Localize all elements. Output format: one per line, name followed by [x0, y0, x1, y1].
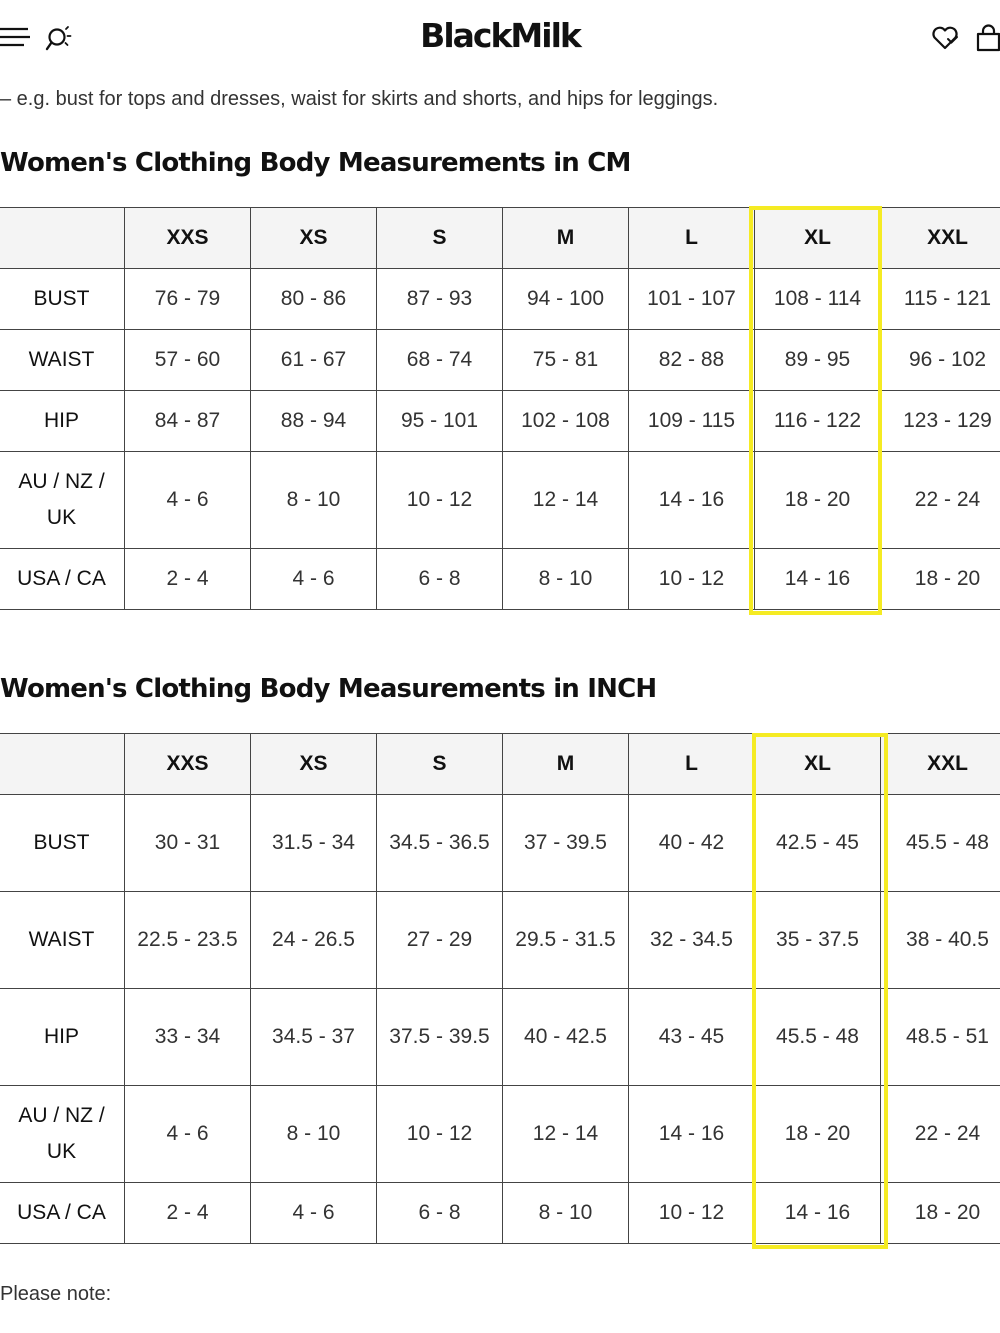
- row-label: USA / CA: [0, 1183, 125, 1244]
- measurement-cell: 45.5 - 48: [755, 989, 881, 1086]
- size-header: M: [503, 734, 629, 795]
- measurement-cell: 94 - 100: [503, 269, 629, 330]
- measurement-cell: 84 - 87: [125, 391, 251, 452]
- site-header: [0, 0, 1000, 78]
- size-header: XS: [251, 208, 377, 269]
- measurement-cell: 6 - 8: [377, 549, 503, 610]
- measurement-cell: 89 - 95: [755, 330, 881, 391]
- size-header: M: [503, 208, 629, 269]
- measurement-cell: 61 - 67: [251, 330, 377, 391]
- measurement-cell: 14 - 16: [629, 1086, 755, 1183]
- measurement-cell: 37.5 - 39.5: [377, 989, 503, 1086]
- measurement-cell: 4 - 6: [125, 1086, 251, 1183]
- measurement-cell: 43 - 45: [629, 989, 755, 1086]
- measurement-cell: 96 - 102: [881, 330, 1000, 391]
- measurement-cell: 4 - 6: [251, 1183, 377, 1244]
- size-table-cm: [0, 207, 1000, 610]
- measurement-cell: 87 - 93: [377, 269, 503, 330]
- row-label: HIP: [0, 391, 125, 452]
- measurement-cell: 8 - 10: [251, 452, 377, 549]
- measurement-cell: 18 - 20: [755, 1086, 881, 1183]
- measurement-cell: 76 - 79: [125, 269, 251, 330]
- measurement-cell: 42.5 - 45: [755, 795, 881, 892]
- measurement-cell: 8 - 10: [251, 1086, 377, 1183]
- size-header: XXS: [125, 734, 251, 795]
- measurement-cell: 34.5 - 36.5: [377, 795, 503, 892]
- measurement-cell: 10 - 12: [629, 549, 755, 610]
- row-label: AU / NZ / UK: [0, 1086, 125, 1183]
- measurement-cell: 80 - 86: [251, 269, 377, 330]
- table-row: [0, 795, 1000, 892]
- measurement-cell: 109 - 115: [629, 391, 755, 452]
- measurement-cell: 14 - 16: [629, 452, 755, 549]
- measurement-cell: 123 - 129: [881, 391, 1000, 452]
- measurement-cell: 12 - 14: [503, 1086, 629, 1183]
- measurement-cell: 38 - 40.5: [881, 892, 1000, 989]
- measurement-cell: 48.5 - 51: [881, 989, 1000, 1086]
- size-header: XXL: [881, 208, 1000, 269]
- size-header: XXL: [881, 734, 1000, 795]
- measurement-cell: 82 - 88: [629, 330, 755, 391]
- measurement-cell: 14 - 16: [755, 1183, 881, 1244]
- table-row: [0, 330, 1000, 391]
- measurement-cell: 14 - 16: [755, 549, 881, 610]
- measurement-cell: 88 - 94: [251, 391, 377, 452]
- cart-icon[interactable]: [975, 24, 1000, 57]
- measurement-cell: 8 - 10: [503, 549, 629, 610]
- measurement-cell: 45.5 - 48: [881, 795, 1000, 892]
- table-header-row: [0, 734, 1000, 795]
- size-header: S: [377, 734, 503, 795]
- row-label: BUST: [0, 269, 125, 330]
- table-row: [0, 452, 1000, 549]
- row-label: AU / NZ / UK: [0, 452, 125, 549]
- header-corner-cell: [0, 734, 125, 795]
- measurement-cell: 102 - 108: [503, 391, 629, 452]
- measurement-cell: 57 - 60: [125, 330, 251, 391]
- table-row: [0, 391, 1000, 452]
- measurement-cell: 29.5 - 31.5: [503, 892, 629, 989]
- table-row: [0, 1183, 1000, 1244]
- wishlist-icon[interactable]: [930, 24, 960, 57]
- table-header-row: [0, 208, 1000, 269]
- size-header: XL: [755, 734, 881, 795]
- measurement-cell: 40 - 42.5: [503, 989, 629, 1086]
- measurement-cell: 101 - 107: [629, 269, 755, 330]
- size-header: XL: [755, 208, 881, 269]
- measurement-cell: 10 - 12: [377, 1086, 503, 1183]
- table-row: [0, 269, 1000, 330]
- measurement-cell: 22 - 24: [881, 1086, 1000, 1183]
- brand-logo[interactable]: BlackMilk: [420, 16, 580, 55]
- table-row: [0, 892, 1000, 989]
- size-header: L: [629, 734, 755, 795]
- measurement-cell: 32 - 34.5: [629, 892, 755, 989]
- header-corner-cell: [0, 208, 125, 269]
- table-row: [0, 989, 1000, 1086]
- measurement-cell: 6 - 8: [377, 1183, 503, 1244]
- measurement-cell: 18 - 20: [881, 549, 1000, 610]
- measurement-cell: 18 - 20: [755, 452, 881, 549]
- measurement-cell: 31.5 - 34: [251, 795, 377, 892]
- measurement-cell: 108 - 114: [755, 269, 881, 330]
- measurement-cell: 4 - 6: [251, 549, 377, 610]
- please-note-text: Please note:: [0, 1283, 112, 1305]
- measurement-cell: 95 - 101: [377, 391, 503, 452]
- size-header: S: [377, 208, 503, 269]
- measurement-cell: 34.5 - 37: [251, 989, 377, 1086]
- section-title-inch: Women's Clothing Body Measurements in INCH: [0, 674, 657, 704]
- measurement-cell: 2 - 4: [125, 1183, 251, 1244]
- size-header: XXS: [125, 208, 251, 269]
- measurement-cell: 8 - 10: [503, 1183, 629, 1244]
- table-row: [0, 1086, 1000, 1183]
- size-header: XS: [251, 734, 377, 795]
- row-label: USA / CA: [0, 549, 125, 610]
- measurement-cell: 115 - 121: [881, 269, 1000, 330]
- measurement-cell: 35 - 37.5: [755, 892, 881, 989]
- measurement-cell: 22 - 24: [881, 452, 1000, 549]
- section-title-cm: Women's Clothing Body Measurements in CM: [0, 148, 631, 178]
- row-label: WAIST: [0, 892, 125, 989]
- measurement-cell: 24 - 26.5: [251, 892, 377, 989]
- measurement-cell: 10 - 12: [377, 452, 503, 549]
- intro-text: – e.g. bust for tops and dresses, waist for skirts and shorts, and hips for leggings.: [0, 88, 719, 110]
- size-header: L: [629, 208, 755, 269]
- measurement-cell: 12 - 14: [503, 452, 629, 549]
- measurement-cell: 10 - 12: [629, 1183, 755, 1244]
- measurement-cell: 116 - 122: [755, 391, 881, 452]
- measurement-cell: 22.5 - 23.5: [125, 892, 251, 989]
- measurement-cell: 37 - 39.5: [503, 795, 629, 892]
- measurement-cell: 4 - 6: [125, 452, 251, 549]
- measurement-cell: 27 - 29: [377, 892, 503, 989]
- size-table-inch: [0, 733, 1000, 1244]
- measurement-cell: 40 - 42: [629, 795, 755, 892]
- measurement-cell: 75 - 81: [503, 330, 629, 391]
- measurement-cell: 33 - 34: [125, 989, 251, 1086]
- row-label: WAIST: [0, 330, 125, 391]
- row-label: BUST: [0, 795, 125, 892]
- table-row: [0, 549, 1000, 610]
- measurement-cell: 2 - 4: [125, 549, 251, 610]
- measurement-cell: 30 - 31: [125, 795, 251, 892]
- measurement-cell: 68 - 74: [377, 330, 503, 391]
- row-label: HIP: [0, 989, 125, 1086]
- measurement-cell: 18 - 20: [881, 1183, 1000, 1244]
